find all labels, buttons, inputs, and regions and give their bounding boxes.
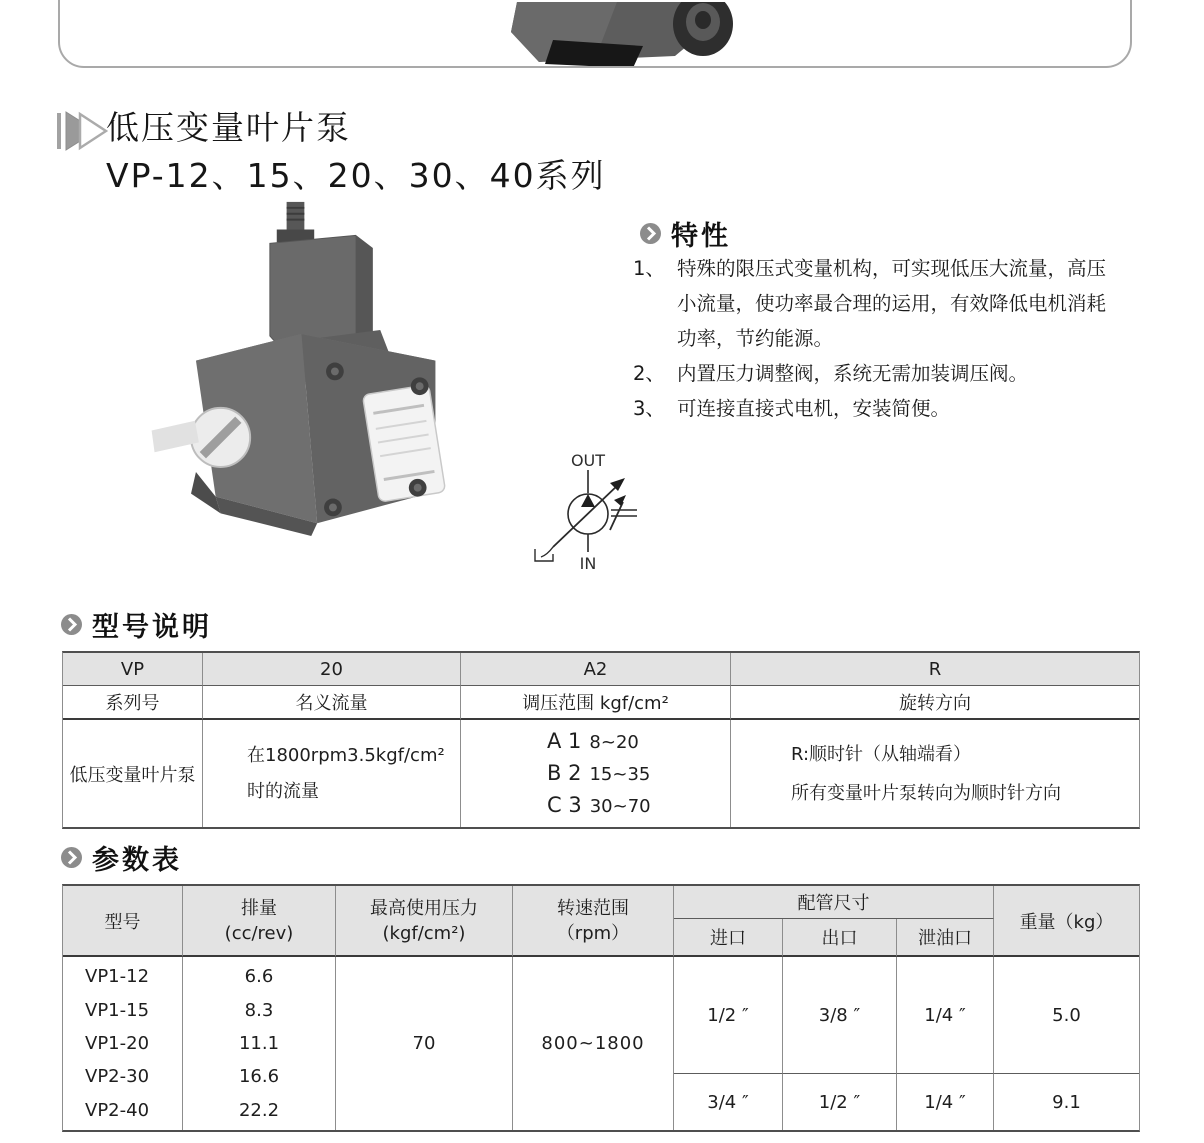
chevron-circle-icon — [61, 614, 82, 635]
hdr-piping: 配管尺寸 — [674, 886, 994, 919]
inlet-size-group1: 1/2 ″ — [674, 957, 783, 1074]
model-name: VP1-12 — [85, 966, 150, 988]
model-section-heading — [61, 605, 212, 644]
parameter-table — [62, 884, 1140, 1132]
outlet-size-group1: 3/8 ″ — [783, 957, 897, 1074]
feature-text: 内置压力调整阀，系统无需加装调压阀。 — [677, 362, 1029, 385]
hdr-displacement: 排量 (cc/rev) — [183, 886, 336, 957]
pressure-ranges-cell: A 1 8~20 B 2 15~35 C 3 30~70 — [461, 720, 731, 827]
features-list — [633, 251, 1149, 426]
code-cell-a2: A2 — [461, 653, 731, 686]
page-title-line1: 低压变量叶片泵 — [106, 108, 351, 147]
feature-item — [633, 356, 1149, 391]
features-heading — [640, 214, 731, 253]
fast-forward-icon — [56, 110, 108, 152]
model-name: VP2-40 — [85, 1099, 150, 1121]
hdr-model: 型号 — [63, 886, 183, 957]
hdr-speed: 转速范围 （rpm） — [513, 886, 674, 957]
chevron-circle-icon — [640, 223, 661, 244]
model-code-table — [62, 651, 1140, 829]
inlet-size-group2: 3/4 ″ — [674, 1074, 783, 1130]
params-section-title: 参数表 — [92, 845, 182, 876]
feature-number: 2、 — [633, 362, 665, 385]
displacement-value: 6.6 — [244, 966, 274, 988]
feature-text: 特殊的限压式变量机构，可实现低压大流量，高压 小流量，使功率最合理的运用，有效降低电机消耗 功率，节约能源。 — [677, 257, 1107, 350]
code-cell-20: 20 — [203, 653, 461, 686]
hdr-inlet: 进口 — [674, 919, 783, 957]
chevron-circle-icon — [61, 847, 82, 868]
weight-group1: 5.0 — [994, 957, 1139, 1074]
page-title — [106, 104, 606, 200]
params-section-heading — [61, 838, 182, 877]
page-title-line2: VP-12、15、20、30、40系列 — [106, 156, 606, 195]
flow-cell: 在1800rpm3.5kgf/cm² 时的流量 — [203, 720, 461, 827]
feature-number: 3、 — [633, 397, 665, 420]
label-pressure-range: 调压范围 kgf/cm² — [461, 686, 731, 720]
speed-range-cell: 800~1800 — [513, 957, 674, 1130]
displacement-value: 8.3 — [244, 999, 274, 1021]
feature-item — [633, 391, 1149, 426]
displacement-value: 11.1 — [238, 1033, 280, 1055]
model-name: VP1-20 — [85, 1033, 150, 1055]
drain-size-group1: 1/4 ″ — [897, 957, 994, 1074]
weight-group2: 9.1 — [1052, 1091, 1081, 1113]
max-pressure-cell: 70 — [336, 957, 513, 1130]
vane-pump-photo — [122, 196, 467, 536]
label-flow: 名义流量 — [203, 686, 461, 720]
model-section-title: 型号说明 — [92, 612, 212, 643]
symbol-in-label: IN — [579, 554, 597, 573]
hdr-weight: 重量（kg） — [994, 886, 1139, 957]
symbol-out-label: OUT — [570, 451, 606, 470]
label-series: 系列号 — [63, 686, 203, 720]
model-name: VP1-15 — [85, 999, 150, 1021]
variable-pump-hydraulic-symbol — [497, 448, 707, 576]
feature-item — [633, 251, 1149, 356]
displacement-cell — [183, 957, 336, 1130]
hdr-drain: 泄油口 — [897, 919, 994, 957]
code-cell-vp: VP — [63, 653, 203, 686]
hdr-outlet: 出口 — [783, 919, 897, 957]
displacement-value: 16.6 — [238, 1066, 280, 1088]
code-cell-r: R — [731, 653, 1139, 686]
pump-photo-fragment — [497, 2, 747, 68]
model-name: VP2-30 — [85, 1066, 150, 1088]
label-rotation: 旋转方向 — [731, 686, 1139, 720]
model-names-cell — [63, 957, 183, 1130]
features-title: 特性 — [671, 221, 731, 252]
displacement-value: 22.2 — [238, 1099, 280, 1121]
top-photo-box — [58, 0, 1132, 68]
rotation-cell: R:顺时针（从轴端看） 所有变量叶片泵转向为顺时针方向 — [791, 743, 1061, 804]
series-name-cell: 低压变量叶片泵 — [63, 720, 203, 827]
hdr-pressure: 最高使用压力 (kgf/cm²) — [336, 886, 513, 957]
feature-text: 可连接直接式电机，安装简便。 — [677, 397, 951, 420]
feature-number: 1、 — [633, 257, 665, 280]
outlet-size-group2: 1/2 ″ — [783, 1074, 897, 1130]
drain-size-group2: 1/4 ″ — [897, 1074, 994, 1130]
